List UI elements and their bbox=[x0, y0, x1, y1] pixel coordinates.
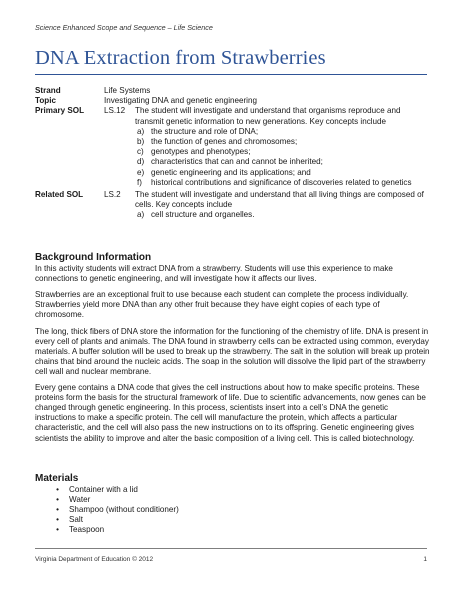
materials-section bbox=[35, 474, 430, 536]
sol-item-letter: b) bbox=[137, 137, 145, 147]
sol-item-letter: e) bbox=[137, 167, 145, 177]
sol-item-letter: a) bbox=[137, 210, 145, 220]
related-sol-label: Related SOL bbox=[35, 190, 84, 200]
primary-sol-label: Primary SOL bbox=[35, 106, 85, 116]
sol-list-item bbox=[135, 137, 430, 147]
sol-item-letter: c) bbox=[137, 147, 144, 157]
materials-item-text: Shampoo (without conditioner) bbox=[69, 505, 179, 515]
sol-item-text: the function of genes and chromosomes; bbox=[151, 137, 298, 147]
bullet-icon: • bbox=[56, 495, 59, 505]
materials-item bbox=[35, 495, 430, 505]
sol-list-item bbox=[135, 168, 430, 178]
background-paragraph: In this activity students will extract DNA from a strawberry. Students will use this experience to make connections to genetic engineering, and will investigate how it affects our lives. bbox=[35, 264, 393, 284]
sol-item-letter: a) bbox=[137, 126, 145, 136]
sol-item-letter: f) bbox=[137, 177, 142, 187]
bullet-icon: • bbox=[56, 525, 59, 535]
page-number: 1 bbox=[423, 556, 427, 563]
strand-value: Life Systems bbox=[104, 86, 151, 95]
sol-list-item bbox=[135, 157, 430, 167]
strand-row bbox=[35, 86, 430, 96]
sol-item-text: characteristics that can and cannot be inherited; bbox=[151, 157, 323, 167]
title-rule bbox=[35, 74, 427, 75]
sol-list-item bbox=[135, 178, 430, 188]
topic-row bbox=[35, 96, 430, 106]
materials-item-text: Teaspoon bbox=[69, 525, 105, 535]
sol-item-text: genetic engineering and its applications; and bbox=[151, 167, 311, 177]
related-sol-text: The student will investigate and understand that all living things are composed of cells. Key concepts include bbox=[135, 190, 424, 210]
primary-sol-text: The student will investigate and understand that organisms reproduce and transmit genetic information to new generations. Key concepts include bbox=[135, 106, 401, 126]
primary-sol-row bbox=[35, 106, 430, 188]
related-sol-row bbox=[35, 190, 430, 221]
topic-value: Investigating DNA and genetic engineering bbox=[104, 96, 257, 106]
topic-label: Topic bbox=[35, 96, 56, 106]
sol-item-letter: d) bbox=[137, 157, 145, 167]
sol-item-text: the structure and role of DNA; bbox=[151, 126, 259, 136]
sol-list-item bbox=[135, 210, 430, 220]
background-paragraph: Strawberries are an exceptional fruit to use because each student can complete the process individually. Strawberries yield more DNA than any other fruit because they have eight copies of each type of chromosome. bbox=[35, 290, 409, 320]
materials-item bbox=[35, 515, 430, 525]
materials-item bbox=[35, 485, 430, 495]
background-paragraph: Every gene contains a DNA code that gives the cell instructions about how to make specific proteins. These proteins form the basis for the structural framework of life. Due to scientific advancements, now genes can be changed through genetic engineering. In this process, scientists insert into a cell’s DNA the genetic instructions to make a specific protein. The cell will manufacture the protein, which affects a particular characteristic, and the cell will also pass the new instructions on to its offspring. Genetic engineering gives scientists the ability to improve and alter the basic composition of a living cell. This is called biotechnology. bbox=[35, 383, 426, 443]
sol-list-item bbox=[135, 127, 430, 137]
materials-heading: Materials bbox=[35, 473, 79, 484]
footer-copyright: Virginia Department of Education © 2012 bbox=[35, 556, 154, 563]
materials-item bbox=[35, 525, 430, 535]
sol-item-text: historical contributions and significance of discoveries related to genetics bbox=[151, 177, 412, 187]
strand-label: Strand bbox=[35, 86, 61, 95]
sol-list-item bbox=[135, 147, 430, 157]
related-sol-code: LS.2 bbox=[104, 190, 121, 200]
page-footer bbox=[35, 556, 427, 563]
running-header: Science Enhanced Scope and Sequence – Life Science bbox=[35, 23, 213, 32]
related-sol-list bbox=[135, 210, 430, 220]
background-paragraph: The long, thick fibers of DNA store the information for the functioning of the chemistry of life. DNA is present in every cell of plants and animals. The DNA found in strawberry cells can be extracted using common, everyday materials. A buffer solution will be used to break up the strawberry. The salt in the solution will break up protein chains that bind around the nucleic acids. The soap in the solution will dissolve the lipid part of the strawberry cell wall and nuclear membrane. bbox=[35, 326, 430, 376]
related-sol-content bbox=[135, 190, 430, 221]
materials-item-text: Salt bbox=[69, 515, 83, 525]
primary-sol-list bbox=[135, 127, 430, 188]
materials-item-text: Container with a lid bbox=[69, 485, 138, 495]
materials-item-text: Water bbox=[69, 495, 91, 505]
bullet-icon: • bbox=[56, 505, 59, 515]
sol-item-text: genotypes and phenotypes; bbox=[151, 147, 251, 157]
background-section bbox=[35, 253, 430, 450]
bullet-icon: • bbox=[56, 515, 59, 525]
materials-item bbox=[35, 505, 430, 515]
materials-list bbox=[35, 485, 430, 535]
bullet-icon: • bbox=[56, 485, 59, 495]
primary-sol-code: LS.12 bbox=[104, 106, 126, 116]
primary-sol-content bbox=[135, 106, 430, 188]
background-heading: Background Information bbox=[35, 252, 152, 263]
page-title: DNA Extraction from Strawberries bbox=[35, 47, 326, 69]
sol-meta-table bbox=[35, 86, 430, 221]
footer-rule bbox=[35, 548, 427, 549]
sol-item-text: cell structure and organelles. bbox=[151, 210, 255, 220]
